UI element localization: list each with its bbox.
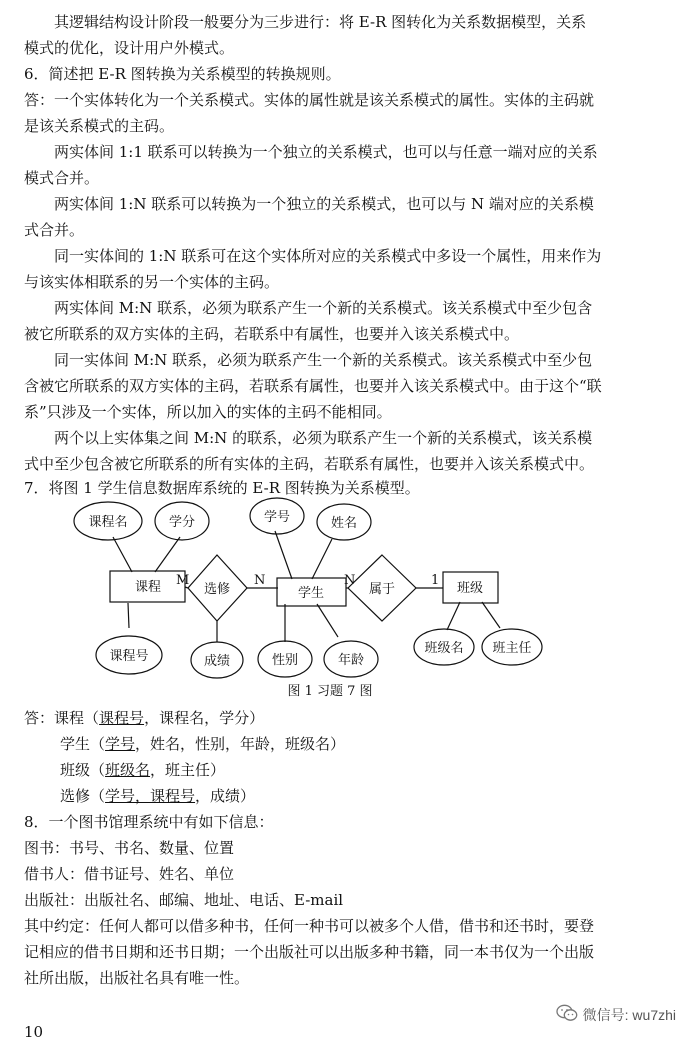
- text-line: 是该关系模式的主码。: [24, 117, 175, 135]
- connector-line: [317, 604, 338, 637]
- attr-label: 姓名: [330, 516, 358, 531]
- attr-label: 班主任: [492, 641, 532, 656]
- attr-label: 成绩: [203, 654, 231, 669]
- connector-line: [482, 602, 500, 628]
- relation-paren: （: [90, 787, 106, 805]
- entity-label: 课程: [134, 580, 162, 595]
- wechat-watermark: [556, 1004, 676, 1025]
- attr-label: 学分: [168, 515, 196, 530]
- text-line: 两实体间 M:N 联系，必须为联系产生一个新的关系模式。该关系模式中至少包含: [24, 299, 593, 317]
- question-7: 7．将图 1 学生信息数据库系统的 E-R 图转换为关系模型。: [24, 479, 420, 497]
- page-number: 10: [24, 1023, 44, 1041]
- relation-paren: （: [84, 709, 100, 727]
- text-line: 式合并。: [24, 221, 85, 239]
- relation-name: 课程: [54, 709, 85, 727]
- text-line: 式中至少包含被它所联系的所有实体的主码，若联系有属性，也要并入该关系模式中。: [24, 455, 595, 473]
- connector-line: [113, 537, 132, 572]
- cardinality-label: N: [254, 573, 266, 588]
- text-line: 含被它所联系的双方实体的主码，若联系有属性，也要并入该关系模式中。由于这个“联: [24, 377, 602, 395]
- connector-line: [155, 537, 180, 572]
- relation-paren: （: [90, 761, 106, 779]
- text-line: 答：一个实体转化为一个关系模式。实体的属性就是该关系模式的属性。实体的主码就: [24, 91, 595, 109]
- cardinality-label: M: [176, 573, 190, 588]
- question-8: 8．一个图书馆理系统中有如下信息：: [24, 813, 274, 831]
- primary-key: 班级名: [105, 761, 151, 779]
- answer-row: [60, 786, 688, 806]
- text-line: 同一实体间 M:N 联系，必须为联系产生一个新的关系模式。该关系模式中至少包: [24, 351, 593, 369]
- text-line: 其中约定：任何人都可以借多种书，任何一种书可以被多个人借，借书和还书时，要登: [24, 917, 595, 935]
- primary-key: 学号: [105, 735, 136, 753]
- text-line: 两个以上实体集之间 M:N 的联系，必须为联系产生一个新的关系模式，该关系模: [24, 429, 593, 447]
- attr-label: 课程号: [109, 649, 149, 664]
- wechat-icon: [556, 1004, 578, 1025]
- text-line: 两实体间 1:1 联系可以转换为一个独立的关系模式，也可以与任意一端对应的关系: [24, 143, 598, 161]
- text-line: 记相应的借书日期和还书日期；一个出版社可以出版多种书籍，同一本书仅为一个出版: [24, 943, 595, 961]
- question-6: 6．简述把 E-R 图转换为关系模型的转换规则。: [24, 65, 341, 83]
- answer-row: [60, 734, 688, 754]
- relation-attributes: ，课程名，学分）: [144, 709, 265, 727]
- text-line: 其逻辑结构设计阶段一般要分为三步进行：将 E-R 图转化为关系数据模型，关系: [24, 13, 587, 31]
- answer-row: [24, 708, 664, 728]
- answer-prefix: 答：: [24, 709, 55, 727]
- text-line: 图书：书号、书名、数量、位置: [24, 839, 235, 857]
- relation-paren: （: [90, 735, 106, 753]
- text-line: 出版社：出版社名、邮编、地址、电话、E-mail: [24, 891, 344, 909]
- text-line: 系”只涉及一个实体，所以加入的实体的主码不能相同。: [24, 403, 392, 421]
- relation-attributes: ，成绩）: [195, 787, 256, 805]
- attr-label: 课程名: [88, 515, 128, 530]
- figure-caption: 图 1 习题 7 图: [287, 684, 373, 699]
- entity-label: 学生: [297, 586, 325, 601]
- text-line: 被它所联系的双方实体的主码，若联系中有属性，也要并入该关系模式中。: [24, 325, 520, 343]
- connector-line: [275, 531, 292, 579]
- cardinality-label: 1: [431, 573, 440, 588]
- relationship-label: 属于: [368, 582, 396, 597]
- text-line: 借书人：借书证号、姓名、单位: [24, 865, 235, 883]
- connector-line: [312, 539, 332, 579]
- answer-row: [60, 760, 688, 780]
- attr-label: 班级名: [424, 641, 464, 656]
- relation-attributes: ，班主任）: [150, 761, 226, 779]
- primary-key: 课程号: [99, 709, 145, 727]
- relation-name: 选修: [60, 787, 91, 805]
- attr-label: 年龄: [337, 653, 365, 668]
- relation-attributes: ，姓名，性别，年龄，班级名）: [135, 735, 346, 753]
- connector-line: [128, 603, 129, 628]
- text-line: 两实体间 1:N 联系可以转换为一个独立的关系模式，也可以与 N 端对应的关系模: [24, 195, 594, 213]
- text-line: 模式合并。: [24, 169, 100, 187]
- text-line: 社所出版，出版社名具有唯一性。: [24, 969, 250, 987]
- text-line: 同一实体间的 1:N 联系可在这个实体所对应的关系模式中多设一个属性，用来作为: [24, 247, 602, 265]
- relationship-label: 选修: [203, 582, 231, 597]
- entity-label: 班级: [456, 581, 484, 596]
- text-line: 模式的优化，设计用户外模式。: [24, 39, 235, 57]
- text-line: 与该实体相联系的另一个实体的主码。: [24, 273, 280, 291]
- connector-line: [447, 602, 460, 630]
- relation-name: 学生: [60, 735, 91, 753]
- wechat-id: 微信号: wu7zhi: [582, 1006, 676, 1023]
- cardinality-label: N: [344, 573, 356, 588]
- er-diagram: [60, 497, 560, 687]
- primary-key: 学号，课程号: [105, 787, 196, 805]
- attr-label: 性别: [271, 653, 299, 668]
- relation-name: 班级: [60, 761, 91, 779]
- attr-label: 学号: [263, 510, 291, 525]
